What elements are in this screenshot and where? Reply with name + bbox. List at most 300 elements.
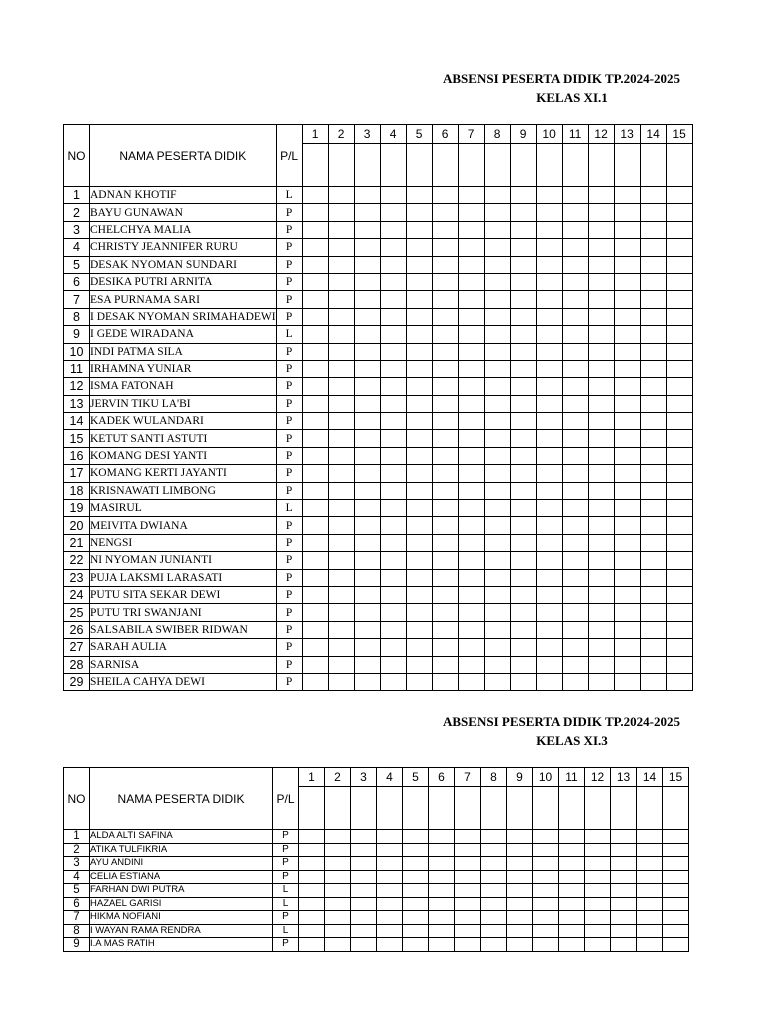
- attendance-cell[interactable]: [536, 273, 562, 290]
- attendance-cell[interactable]: [640, 639, 666, 656]
- attendance-cell[interactable]: [406, 378, 432, 395]
- attendance-cell[interactable]: [455, 924, 481, 938]
- attendance-cell[interactable]: [406, 430, 432, 447]
- attendance-cell[interactable]: [432, 326, 458, 343]
- attendance-cell[interactable]: [510, 395, 536, 412]
- attendance-cell[interactable]: [614, 256, 640, 273]
- attendance-cell[interactable]: [432, 552, 458, 569]
- attendance-cell[interactable]: [299, 884, 325, 898]
- attendance-cell[interactable]: [536, 465, 562, 482]
- attendance-cell[interactable]: [484, 343, 510, 360]
- attendance-cell[interactable]: [510, 413, 536, 430]
- attendance-cell[interactable]: [507, 924, 533, 938]
- attendance-cell[interactable]: [328, 517, 354, 534]
- attendance-cell[interactable]: [302, 500, 328, 517]
- attendance-cell[interactable]: [484, 517, 510, 534]
- attendance-cell[interactable]: [302, 517, 328, 534]
- attendance-cell[interactable]: [458, 378, 484, 395]
- attendance-cell[interactable]: [481, 870, 507, 884]
- attendance-cell[interactable]: [536, 639, 562, 656]
- attendance-cell[interactable]: [562, 586, 588, 603]
- attendance-cell[interactable]: [380, 482, 406, 499]
- attendance-cell[interactable]: [614, 378, 640, 395]
- attendance-cell[interactable]: [325, 870, 351, 884]
- attendance-cell[interactable]: [380, 291, 406, 308]
- attendance-cell[interactable]: [562, 465, 588, 482]
- attendance-cell[interactable]: [562, 621, 588, 638]
- attendance-cell[interactable]: [406, 604, 432, 621]
- attendance-cell[interactable]: [302, 639, 328, 656]
- attendance-cell[interactable]: [507, 830, 533, 844]
- attendance-cell[interactable]: [432, 569, 458, 586]
- attendance-cell[interactable]: [588, 187, 614, 204]
- attendance-cell[interactable]: [614, 673, 640, 690]
- attendance-cell[interactable]: [666, 639, 692, 656]
- attendance-cell[interactable]: [484, 413, 510, 430]
- attendance-cell[interactable]: [432, 413, 458, 430]
- attendance-cell[interactable]: [536, 552, 562, 569]
- attendance-cell[interactable]: [640, 187, 666, 204]
- attendance-cell[interactable]: [666, 239, 692, 256]
- attendance-cell[interactable]: [666, 378, 692, 395]
- attendance-cell[interactable]: [302, 239, 328, 256]
- attendance-cell[interactable]: [536, 360, 562, 377]
- attendance-cell[interactable]: [380, 430, 406, 447]
- attendance-cell[interactable]: [484, 239, 510, 256]
- attendance-cell[interactable]: [614, 221, 640, 238]
- attendance-cell[interactable]: [403, 938, 429, 952]
- attendance-cell[interactable]: [510, 187, 536, 204]
- attendance-cell[interactable]: [484, 569, 510, 586]
- attendance-cell[interactable]: [302, 343, 328, 360]
- attendance-cell[interactable]: [406, 187, 432, 204]
- attendance-cell[interactable]: [406, 447, 432, 464]
- attendance-cell[interactable]: [666, 621, 692, 638]
- attendance-cell[interactable]: [380, 239, 406, 256]
- attendance-cell[interactable]: [455, 911, 481, 925]
- attendance-cell[interactable]: [585, 884, 611, 898]
- attendance-cell[interactable]: [536, 673, 562, 690]
- attendance-cell[interactable]: [536, 413, 562, 430]
- attendance-cell[interactable]: [377, 857, 403, 871]
- attendance-cell[interactable]: [640, 395, 666, 412]
- attendance-cell[interactable]: [666, 656, 692, 673]
- attendance-cell[interactable]: [510, 517, 536, 534]
- attendance-cell[interactable]: [640, 239, 666, 256]
- attendance-cell[interactable]: [640, 673, 666, 690]
- attendance-cell[interactable]: [614, 621, 640, 638]
- attendance-cell[interactable]: [663, 843, 689, 857]
- attendance-cell[interactable]: [354, 569, 380, 586]
- attendance-cell[interactable]: [302, 673, 328, 690]
- attendance-cell[interactable]: [380, 360, 406, 377]
- attendance-cell[interactable]: [328, 639, 354, 656]
- attendance-cell[interactable]: [533, 911, 559, 925]
- attendance-cell[interactable]: [562, 413, 588, 430]
- attendance-cell[interactable]: [302, 308, 328, 325]
- attendance-cell[interactable]: [432, 360, 458, 377]
- attendance-cell[interactable]: [510, 308, 536, 325]
- attendance-cell[interactable]: [507, 857, 533, 871]
- attendance-cell[interactable]: [666, 500, 692, 517]
- attendance-cell[interactable]: [354, 534, 380, 551]
- attendance-cell[interactable]: [507, 911, 533, 925]
- attendance-cell[interactable]: [325, 911, 351, 925]
- attendance-cell[interactable]: [640, 221, 666, 238]
- attendance-cell[interactable]: [406, 273, 432, 290]
- attendance-cell[interactable]: [614, 326, 640, 343]
- attendance-cell[interactable]: [429, 857, 455, 871]
- attendance-cell[interactable]: [559, 924, 585, 938]
- attendance-cell[interactable]: [585, 938, 611, 952]
- attendance-cell[interactable]: [377, 897, 403, 911]
- attendance-cell[interactable]: [559, 897, 585, 911]
- attendance-cell[interactable]: [637, 830, 663, 844]
- attendance-cell[interactable]: [380, 552, 406, 569]
- attendance-cell[interactable]: [458, 221, 484, 238]
- attendance-cell[interactable]: [510, 430, 536, 447]
- attendance-cell[interactable]: [536, 378, 562, 395]
- attendance-cell[interactable]: [406, 308, 432, 325]
- attendance-cell[interactable]: [562, 204, 588, 221]
- attendance-cell[interactable]: [510, 204, 536, 221]
- attendance-cell[interactable]: [588, 534, 614, 551]
- attendance-cell[interactable]: [533, 924, 559, 938]
- attendance-cell[interactable]: [302, 187, 328, 204]
- attendance-cell[interactable]: [302, 204, 328, 221]
- attendance-cell[interactable]: [666, 586, 692, 603]
- attendance-cell[interactable]: [354, 673, 380, 690]
- attendance-cell[interactable]: [380, 500, 406, 517]
- attendance-cell[interactable]: [562, 395, 588, 412]
- attendance-cell[interactable]: [614, 308, 640, 325]
- attendance-cell[interactable]: [484, 500, 510, 517]
- attendance-cell[interactable]: [484, 465, 510, 482]
- attendance-cell[interactable]: [484, 482, 510, 499]
- attendance-cell[interactable]: [325, 897, 351, 911]
- attendance-cell[interactable]: [614, 482, 640, 499]
- attendance-cell[interactable]: [432, 500, 458, 517]
- attendance-cell[interactable]: [536, 517, 562, 534]
- attendance-cell[interactable]: [536, 204, 562, 221]
- attendance-cell[interactable]: [562, 187, 588, 204]
- attendance-cell[interactable]: [510, 586, 536, 603]
- attendance-cell[interactable]: [510, 239, 536, 256]
- attendance-cell[interactable]: [614, 430, 640, 447]
- attendance-cell[interactable]: [562, 256, 588, 273]
- attendance-cell[interactable]: [562, 500, 588, 517]
- attendance-cell[interactable]: [588, 239, 614, 256]
- attendance-cell[interactable]: [354, 413, 380, 430]
- attendance-cell[interactable]: [588, 308, 614, 325]
- attendance-cell[interactable]: [458, 500, 484, 517]
- attendance-cell[interactable]: [588, 447, 614, 464]
- attendance-cell[interactable]: [325, 938, 351, 952]
- attendance-cell[interactable]: [406, 673, 432, 690]
- attendance-cell[interactable]: [458, 517, 484, 534]
- attendance-cell[interactable]: [663, 884, 689, 898]
- attendance-cell[interactable]: [562, 447, 588, 464]
- attendance-cell[interactable]: [380, 517, 406, 534]
- attendance-cell[interactable]: [354, 621, 380, 638]
- attendance-cell[interactable]: [328, 586, 354, 603]
- attendance-cell[interactable]: [637, 897, 663, 911]
- attendance-cell[interactable]: [429, 843, 455, 857]
- attendance-cell[interactable]: [640, 204, 666, 221]
- attendance-cell[interactable]: [484, 430, 510, 447]
- attendance-cell[interactable]: [588, 552, 614, 569]
- attendance-cell[interactable]: [585, 843, 611, 857]
- attendance-cell[interactable]: [458, 239, 484, 256]
- attendance-cell[interactable]: [640, 256, 666, 273]
- attendance-cell[interactable]: [481, 843, 507, 857]
- attendance-cell[interactable]: [562, 360, 588, 377]
- attendance-cell[interactable]: [588, 273, 614, 290]
- attendance-cell[interactable]: [484, 621, 510, 638]
- attendance-cell[interactable]: [455, 857, 481, 871]
- attendance-cell[interactable]: [458, 447, 484, 464]
- attendance-cell[interactable]: [458, 534, 484, 551]
- attendance-cell[interactable]: [432, 447, 458, 464]
- attendance-cell[interactable]: [585, 870, 611, 884]
- attendance-cell[interactable]: [299, 870, 325, 884]
- attendance-cell[interactable]: [484, 221, 510, 238]
- attendance-cell[interactable]: [302, 395, 328, 412]
- attendance-cell[interactable]: [666, 604, 692, 621]
- attendance-cell[interactable]: [666, 430, 692, 447]
- attendance-cell[interactable]: [614, 187, 640, 204]
- attendance-cell[interactable]: [302, 552, 328, 569]
- attendance-cell[interactable]: [666, 221, 692, 238]
- attendance-cell[interactable]: [510, 552, 536, 569]
- attendance-cell[interactable]: [588, 395, 614, 412]
- attendance-cell[interactable]: [455, 843, 481, 857]
- attendance-cell[interactable]: [432, 639, 458, 656]
- attendance-cell[interactable]: [328, 500, 354, 517]
- attendance-cell[interactable]: [354, 639, 380, 656]
- attendance-cell[interactable]: [354, 656, 380, 673]
- attendance-cell[interactable]: [536, 430, 562, 447]
- attendance-cell[interactable]: [562, 430, 588, 447]
- attendance-cell[interactable]: [328, 291, 354, 308]
- attendance-cell[interactable]: [614, 604, 640, 621]
- attendance-cell[interactable]: [614, 552, 640, 569]
- attendance-cell[interactable]: [484, 326, 510, 343]
- attendance-cell[interactable]: [458, 673, 484, 690]
- attendance-cell[interactable]: [588, 465, 614, 482]
- attendance-cell[interactable]: [585, 911, 611, 925]
- attendance-cell[interactable]: [666, 187, 692, 204]
- attendance-cell[interactable]: [328, 465, 354, 482]
- attendance-cell[interactable]: [458, 586, 484, 603]
- attendance-cell[interactable]: [432, 621, 458, 638]
- attendance-cell[interactable]: [380, 308, 406, 325]
- attendance-cell[interactable]: [533, 870, 559, 884]
- attendance-cell[interactable]: [325, 884, 351, 898]
- attendance-cell[interactable]: [640, 343, 666, 360]
- attendance-cell[interactable]: [328, 239, 354, 256]
- attendance-cell[interactable]: [614, 447, 640, 464]
- attendance-cell[interactable]: [458, 273, 484, 290]
- attendance-cell[interactable]: [328, 308, 354, 325]
- attendance-cell[interactable]: [328, 413, 354, 430]
- attendance-cell[interactable]: [666, 395, 692, 412]
- attendance-cell[interactable]: [611, 924, 637, 938]
- attendance-cell[interactable]: [611, 843, 637, 857]
- attendance-cell[interactable]: [328, 273, 354, 290]
- attendance-cell[interactable]: [666, 343, 692, 360]
- attendance-cell[interactable]: [325, 843, 351, 857]
- attendance-cell[interactable]: [380, 586, 406, 603]
- attendance-cell[interactable]: [328, 534, 354, 551]
- attendance-cell[interactable]: [403, 911, 429, 925]
- attendance-cell[interactable]: [328, 656, 354, 673]
- attendance-cell[interactable]: [429, 911, 455, 925]
- attendance-cell[interactable]: [406, 256, 432, 273]
- attendance-cell[interactable]: [354, 465, 380, 482]
- attendance-cell[interactable]: [432, 308, 458, 325]
- attendance-cell[interactable]: [510, 604, 536, 621]
- attendance-cell[interactable]: [302, 273, 328, 290]
- attendance-cell[interactable]: [458, 256, 484, 273]
- attendance-cell[interactable]: [588, 343, 614, 360]
- attendance-cell[interactable]: [351, 843, 377, 857]
- attendance-cell[interactable]: [536, 656, 562, 673]
- attendance-cell[interactable]: [510, 326, 536, 343]
- attendance-cell[interactable]: [510, 360, 536, 377]
- attendance-cell[interactable]: [481, 897, 507, 911]
- attendance-cell[interactable]: [562, 343, 588, 360]
- attendance-cell[interactable]: [640, 273, 666, 290]
- attendance-cell[interactable]: [458, 639, 484, 656]
- attendance-cell[interactable]: [458, 482, 484, 499]
- attendance-cell[interactable]: [406, 343, 432, 360]
- attendance-cell[interactable]: [663, 870, 689, 884]
- attendance-cell[interactable]: [588, 413, 614, 430]
- attendance-cell[interactable]: [588, 360, 614, 377]
- attendance-cell[interactable]: [640, 465, 666, 482]
- attendance-cell[interactable]: [484, 534, 510, 551]
- attendance-cell[interactable]: [484, 447, 510, 464]
- attendance-cell[interactable]: [481, 911, 507, 925]
- attendance-cell[interactable]: [380, 204, 406, 221]
- attendance-cell[interactable]: [351, 870, 377, 884]
- attendance-cell[interactable]: [406, 395, 432, 412]
- attendance-cell[interactable]: [354, 239, 380, 256]
- attendance-cell[interactable]: [302, 447, 328, 464]
- attendance-cell[interactable]: [614, 639, 640, 656]
- attendance-cell[interactable]: [328, 204, 354, 221]
- attendance-cell[interactable]: [458, 552, 484, 569]
- attendance-cell[interactable]: [666, 673, 692, 690]
- attendance-cell[interactable]: [458, 343, 484, 360]
- attendance-cell[interactable]: [666, 465, 692, 482]
- attendance-cell[interactable]: [455, 938, 481, 952]
- attendance-cell[interactable]: [299, 924, 325, 938]
- attendance-cell[interactable]: [380, 656, 406, 673]
- attendance-cell[interactable]: [536, 291, 562, 308]
- attendance-cell[interactable]: [510, 343, 536, 360]
- attendance-cell[interactable]: [432, 395, 458, 412]
- attendance-cell[interactable]: [666, 204, 692, 221]
- attendance-cell[interactable]: [325, 830, 351, 844]
- attendance-cell[interactable]: [406, 465, 432, 482]
- attendance-cell[interactable]: [354, 343, 380, 360]
- attendance-cell[interactable]: [562, 534, 588, 551]
- attendance-cell[interactable]: [640, 534, 666, 551]
- attendance-cell[interactable]: [458, 187, 484, 204]
- attendance-cell[interactable]: [562, 221, 588, 238]
- attendance-cell[interactable]: [481, 884, 507, 898]
- attendance-cell[interactable]: [354, 360, 380, 377]
- attendance-cell[interactable]: [533, 830, 559, 844]
- attendance-cell[interactable]: [328, 430, 354, 447]
- attendance-cell[interactable]: [588, 256, 614, 273]
- attendance-cell[interactable]: [614, 586, 640, 603]
- attendance-cell[interactable]: [637, 857, 663, 871]
- attendance-cell[interactable]: [328, 621, 354, 638]
- attendance-cell[interactable]: [611, 857, 637, 871]
- attendance-cell[interactable]: [354, 500, 380, 517]
- attendance-cell[interactable]: [588, 673, 614, 690]
- attendance-cell[interactable]: [536, 221, 562, 238]
- attendance-cell[interactable]: [380, 256, 406, 273]
- attendance-cell[interactable]: [432, 517, 458, 534]
- attendance-cell[interactable]: [484, 378, 510, 395]
- attendance-cell[interactable]: [406, 552, 432, 569]
- attendance-cell[interactable]: [614, 500, 640, 517]
- attendance-cell[interactable]: [640, 291, 666, 308]
- attendance-cell[interactable]: [354, 447, 380, 464]
- attendance-cell[interactable]: [585, 924, 611, 938]
- attendance-cell[interactable]: [406, 500, 432, 517]
- attendance-cell[interactable]: [533, 938, 559, 952]
- attendance-cell[interactable]: [403, 924, 429, 938]
- attendance-cell[interactable]: [510, 673, 536, 690]
- attendance-cell[interactable]: [406, 221, 432, 238]
- attendance-cell[interactable]: [510, 378, 536, 395]
- attendance-cell[interactable]: [328, 360, 354, 377]
- attendance-cell[interactable]: [562, 656, 588, 673]
- attendance-cell[interactable]: [406, 517, 432, 534]
- attendance-cell[interactable]: [403, 897, 429, 911]
- attendance-cell[interactable]: [354, 604, 380, 621]
- attendance-cell[interactable]: [637, 911, 663, 925]
- attendance-cell[interactable]: [302, 586, 328, 603]
- attendance-cell[interactable]: [432, 239, 458, 256]
- attendance-cell[interactable]: [302, 430, 328, 447]
- attendance-cell[interactable]: [299, 911, 325, 925]
- attendance-cell[interactable]: [510, 221, 536, 238]
- attendance-cell[interactable]: [588, 656, 614, 673]
- attendance-cell[interactable]: [432, 534, 458, 551]
- attendance-cell[interactable]: [562, 378, 588, 395]
- attendance-cell[interactable]: [380, 273, 406, 290]
- attendance-cell[interactable]: [640, 360, 666, 377]
- attendance-cell[interactable]: [666, 569, 692, 586]
- attendance-cell[interactable]: [588, 621, 614, 638]
- attendance-cell[interactable]: [403, 843, 429, 857]
- attendance-cell[interactable]: [536, 586, 562, 603]
- attendance-cell[interactable]: [302, 256, 328, 273]
- attendance-cell[interactable]: [458, 291, 484, 308]
- attendance-cell[interactable]: [432, 256, 458, 273]
- attendance-cell[interactable]: [588, 482, 614, 499]
- attendance-cell[interactable]: [562, 273, 588, 290]
- attendance-cell[interactable]: [432, 604, 458, 621]
- attendance-cell[interactable]: [536, 326, 562, 343]
- attendance-cell[interactable]: [588, 378, 614, 395]
